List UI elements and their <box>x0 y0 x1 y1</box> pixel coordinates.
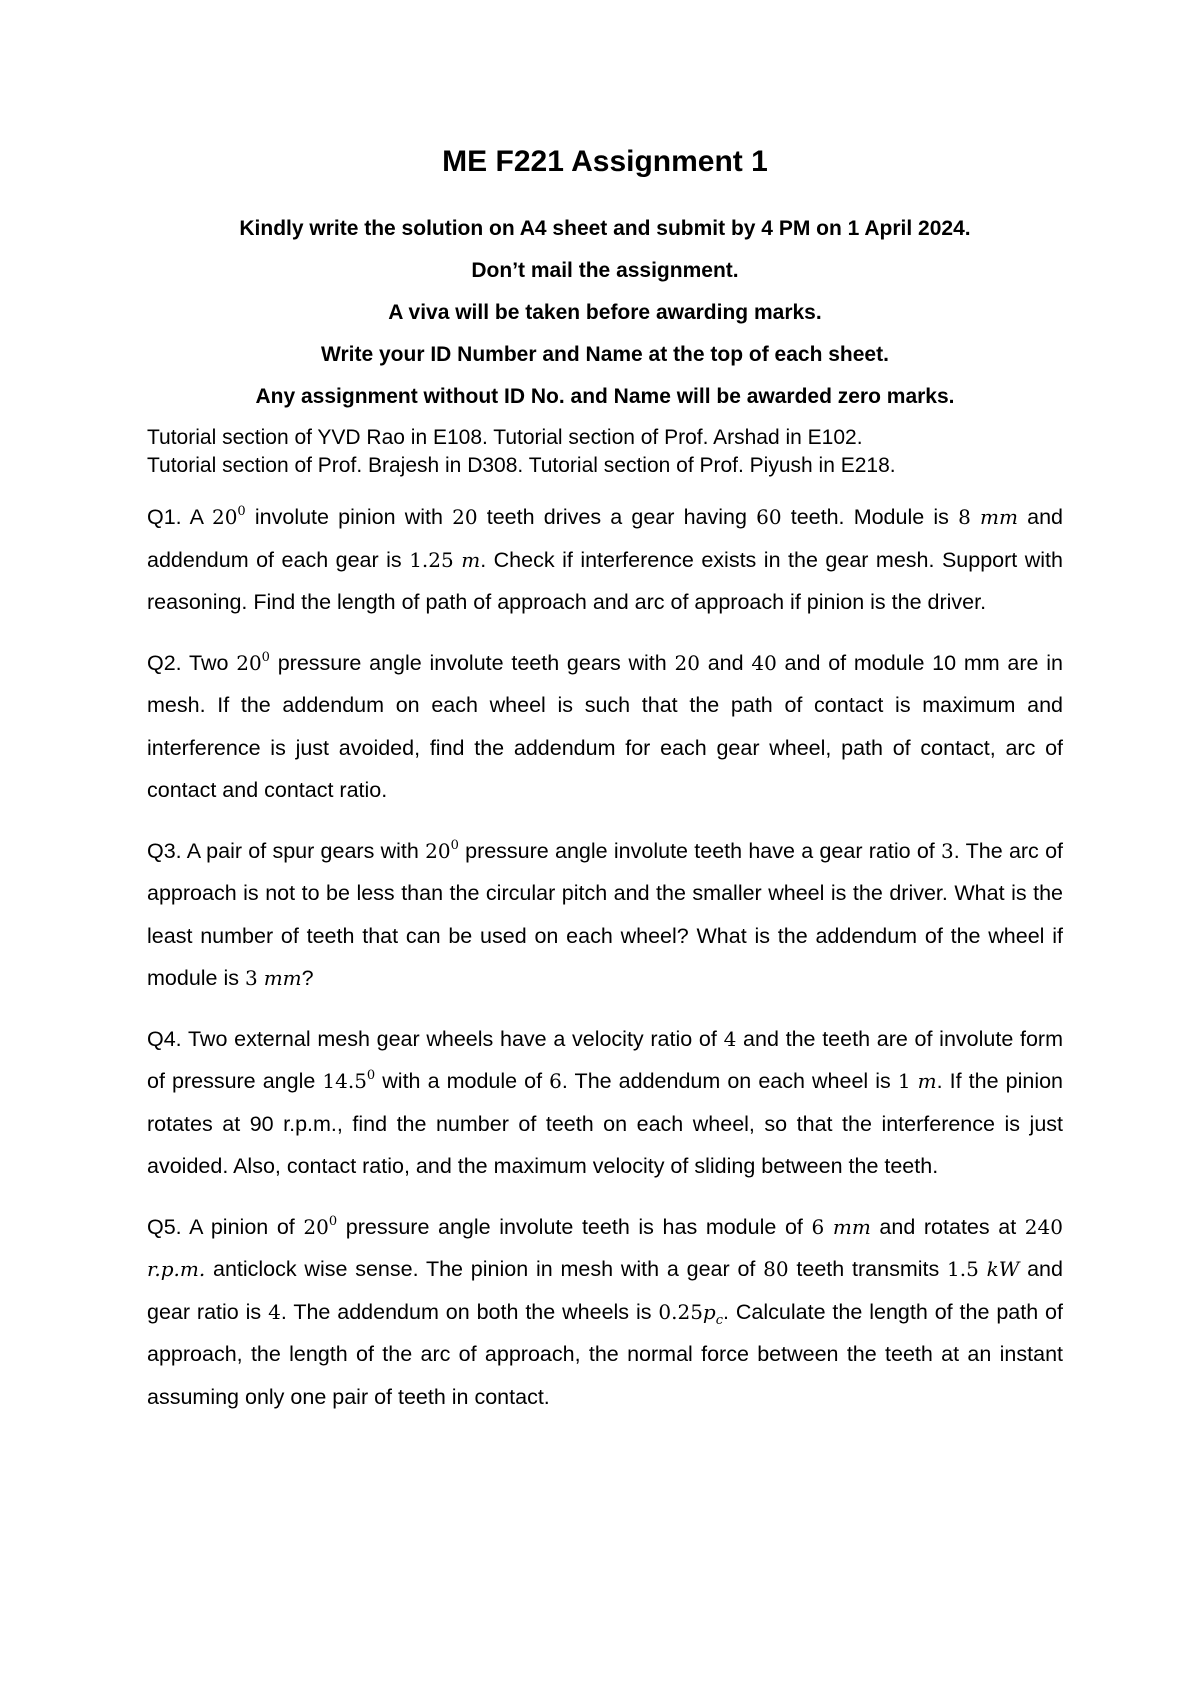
question-1: Q1. A $20^0$ involute pinion with 20 teeth drives a gear having 60 teeth. Module is 8 mm and addendum of each gear is 1.25 m. Check if interference exists in the gear mesh. Support with reasoning. Find the length of path of approach and arc of approach if pinion is the driver. <box>147 504 1063 614</box>
instruction-zero-marks: Any assignment without ID No. and Name will be awarded zero marks. <box>255 385 955 408</box>
tutorial-line-2: Tutorial section of Prof. Brajesh in D308. Tutorial section of Prof. Piyush in E218. <box>147 454 896 477</box>
instruction-no-mail: Don’t mail the assignment. <box>471 259 739 282</box>
question-4: Q4. Two external mesh gear wheels have a velocity ratio of 4 and the teeth are of involute form of pressure angle 14.5$^0$ with a module of 6. The addendum on each wheel is 1 m. If the pinion rotates at 90 r.p.m., find the number of teeth on each wheel, so that the interference is just avoided. Also, contact ratio, and the maximum velocity of sliding between the teeth. <box>147 1026 1064 1178</box>
instructions <box>147 208 1063 418</box>
question-5: Q5. A pinion of $20^0$ pressure angle involute teeth is has module of 6 mm and rotates at 240 r.p.m. anticlock wise sense. The pinion in mesh with a gear of 80 teeth transmits 1.5 kW and gear ratio is 4. The addendum on both the wheels is $0.25p_c$. Calculate the length of the path of approach, the length of the arc of approach, the normal force between the teeth at an instant assuming only one pair of teeth in contact. <box>147 1213 1063 1409</box>
instruction-submission: Kindly write the solution on A4 sheet and submit by 4 PM on 1 April 2024. <box>239 217 971 240</box>
question-3: Q3. A pair of spur gears with $20^0$ pressure angle involute teeth have a gear ratio of 3. The arc of approach is not to be less than the circular pitch and the smaller wheel is the driver. What is the least number of teeth that can be used on each wheel? What is the addendum of the wheel if module is 3 mm? <box>147 837 1064 990</box>
instruction-viva: A viva will be taken before awarding marks. <box>388 301 822 324</box>
page-title: ME F221 Assignment 1 <box>442 145 768 178</box>
instruction-id-name: Write your ID Number and Name at the top of each sheet. <box>321 343 889 366</box>
assignment-page <box>147 142 1063 1418</box>
tutorial-sections <box>147 424 1063 480</box>
question-2: Q2. Two $20^0$ pressure angle involute teeth gears with 20 and 40 and of module 10 mm are in mesh. If the addendum on each wheel is such that the path of contact is maximum and interference is just avoided, find the addendum for each gear wheel, path of contact, arc of contact and contact ratio. <box>147 649 1063 802</box>
tutorial-line-1: Tutorial section of YVD Rao in E108. Tutorial section of Prof. Arshad in E102. <box>147 426 863 449</box>
